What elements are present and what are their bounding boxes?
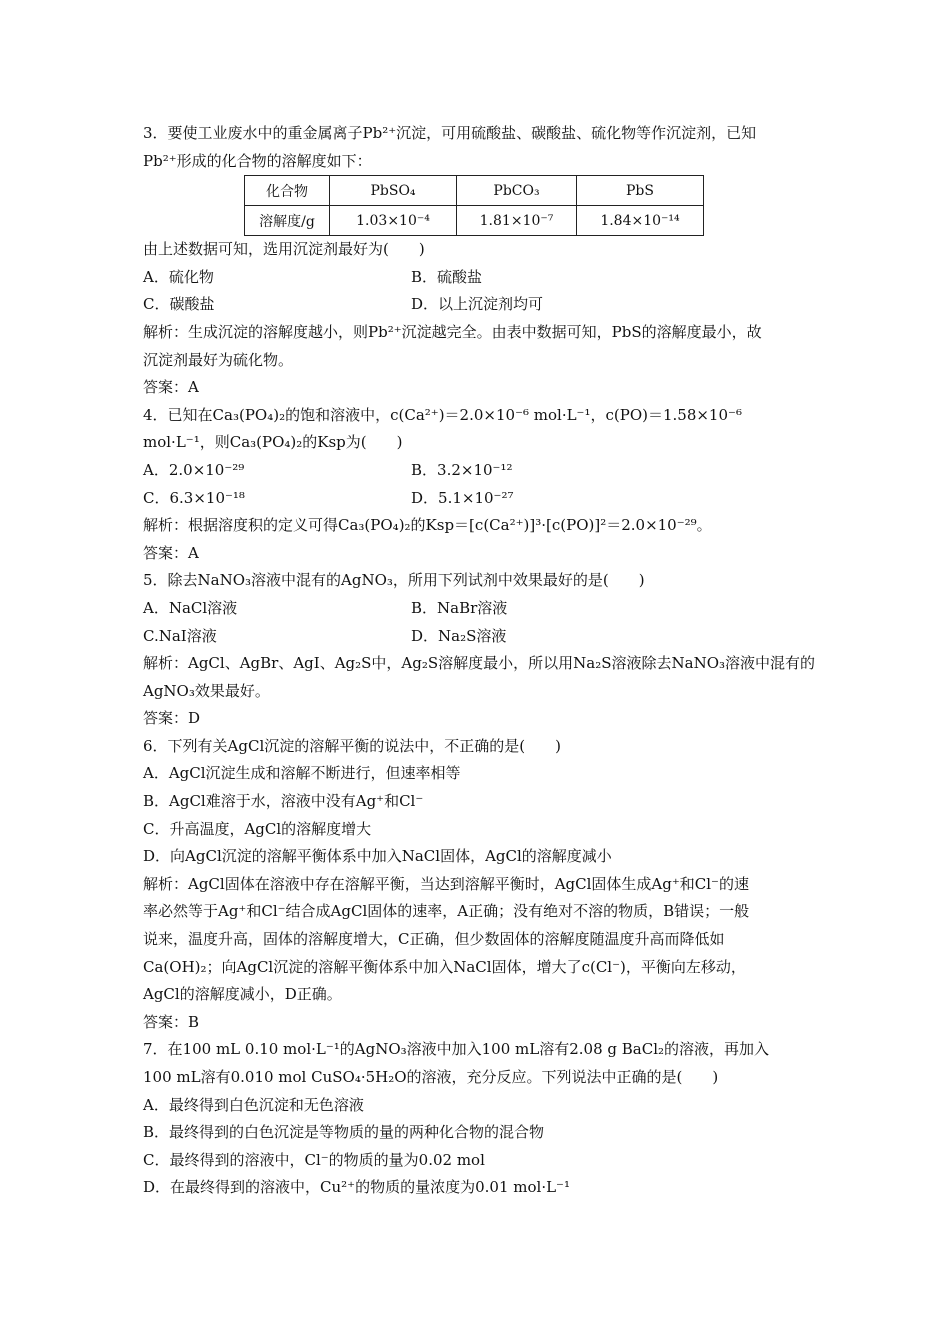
q5-stem: 5．除去NaNO₃溶液中混有的AgNO₃，所用下列试剂中效果最好的是( ) [143,571,645,590]
q3-options-row-2 [143,291,813,319]
q5-options-row-1 [143,595,813,623]
table-cell: 化合物 [245,176,330,206]
option-d: D．Na₂S溶液 [411,626,507,645]
q5-answer: 答案：D [143,709,201,728]
option-a: A．2.0×10⁻²⁹ [143,460,245,479]
q3-analysis-line-2: 沉淀剂最好为硫化物。 [143,350,294,369]
option-c: C．碳酸盐 [143,295,215,314]
q4-options-row-1 [143,457,813,485]
q3-analysis-line-1: 解析：生成沉淀的溶解度越小，则Pb²⁺沉淀越完全。由表中数据可知，PbS的溶解度最小，故 [143,322,762,341]
option-b: B．硫酸盐 [411,267,483,286]
q4-stem-line-2: mol·L⁻¹，则Ca₃(PO₄)₂的Ksp为( ) [143,433,403,452]
q6-answer: 答案：B [143,1012,200,1031]
q6-stem: 6．下列有关AgCl沉淀的溶解平衡的说法中，不正确的是( ) [143,736,561,755]
q4-answer: 答案：A [143,543,199,562]
option-a: A．硫化物 [143,267,214,286]
table-cell: PbS [577,176,704,206]
table-cell: PbCO₃ [457,176,577,206]
table-row [245,206,704,236]
option-b: B．最终得到的白色沉淀是等物质的量的两种化合物的混合物 [143,1123,545,1142]
option-b: B．AgCl难溶于水，溶液中没有Ag⁺和Cl⁻ [143,792,424,811]
option-b: B．NaBr溶液 [411,598,508,617]
q5-options-row-2 [143,623,813,651]
table-row [245,176,704,206]
q4-stem-line-1: 4．已知在Ca₃(PO₄)₂的饱和溶液中，c(Ca²⁺)＝2.0×10⁻⁶ mol·L⁻¹，c(PO)＝1.58×10⁻⁶ [143,405,742,424]
q5-analysis-line-2: AgNO₃效果最好。 [143,681,270,700]
table-cell: 1.03×10⁻⁴ [330,206,457,236]
q4-analysis: 解析：根据溶度积的定义可得Ca₃(PO₄)₂的Ksp＝[c(Ca²⁺)]³·[c(PO)]²＝2.0×10⁻²⁹。 [143,516,712,535]
q5-analysis-line-1: 解析：AgCl、AgBr、AgI、Ag₂S中，Ag₂S溶解度最小，所以用Na₂S溶液除去NaNO₃溶液中混有的 [143,654,816,673]
table-cell: PbSO₄ [330,176,457,206]
option-d: D．5.1×10⁻²⁷ [411,488,514,507]
option-c: C．6.3×10⁻¹⁸ [143,488,245,507]
q3-stem-line-2: Pb²⁺形成的化合物的溶解度如下： [143,151,372,170]
option-c: C.NaI溶液 [143,626,217,645]
q7-stem-line-1: 7．在100 mL 0.10 mol·L⁻¹的AgNO₃溶液中加入100 mL溶有2.08 g BaCl₂的溶液，再加入 [143,1040,770,1059]
q6-analysis-line-3: 说来，温度升高，固体的溶解度增大，C正确，但少数固体的溶解度随温度升高而降低如 [143,930,725,949]
q6-analysis-line-4: Ca(OH)₂；向AgCl沉淀的溶解平衡体系中加入NaCl固体，增大了c(Cl⁻)，平衡向左移动， [143,957,746,976]
q6-analysis-line-1: 解析：AgCl固体在溶液中存在溶解平衡，当达到溶解平衡时，AgCl固体生成Ag⁺和Cl⁻的速 [143,874,749,893]
q6-analysis-line-5: AgCl的溶解度减小，D正确。 [143,985,342,1004]
question-content [143,120,816,1202]
option-a: A．AgCl沉淀生成和溶解不断进行，但速率相等 [143,764,461,783]
solubility-table [244,175,704,236]
table-cell: 1.84×10⁻¹⁴ [577,206,704,236]
q3-options-row-1 [143,264,813,292]
option-d: D．以上沉淀剂均可 [411,295,544,314]
option-b: B．3.2×10⁻¹² [411,460,513,479]
option-a: A．NaCl溶液 [143,598,238,617]
q4-options-row-2 [143,485,813,513]
q3-stem-line-1: 3．要使工业废水中的重金属离子Pb²⁺沉淀，可用硫酸盐、碳酸盐、硫化物等作沉淀剂，已知 [143,124,757,142]
option-c: C．升高温度，AgCl的溶解度增大 [143,819,372,838]
q7-stem-line-2: 100 mL溶有0.010 mol CuSO₄·5H₂O的溶液，充分反应。下列说法中正确的是( ) [143,1068,719,1086]
option-a: A．最终得到白色沉淀和无色溶液 [143,1095,364,1114]
q3-stem-line-3: 由上述数据可知，选用沉淀剂最好为( ) [143,240,425,259]
q3-answer: 答案：A [143,378,199,397]
q6-analysis-line-2: 率必然等于Ag⁺和Cl⁻结合成AgCl固体的速率，A正确；没有绝对不溶的物质，B错误；一般 [143,902,750,921]
table-cell: 1.81×10⁻⁷ [457,206,577,236]
option-d: D．向AgCl沉淀的溶解平衡体系中加入NaCl固体，AgCl的溶解度减小 [143,847,612,866]
option-d: D．在最终得到的溶液中，Cu²⁺的物质的量浓度为0.01 mol·L⁻¹ [143,1178,570,1197]
option-c: C．最终得到的溶液中，Cl⁻的物质的量为0.02 mol [143,1150,485,1169]
table-cell: 溶解度/g [245,206,330,236]
